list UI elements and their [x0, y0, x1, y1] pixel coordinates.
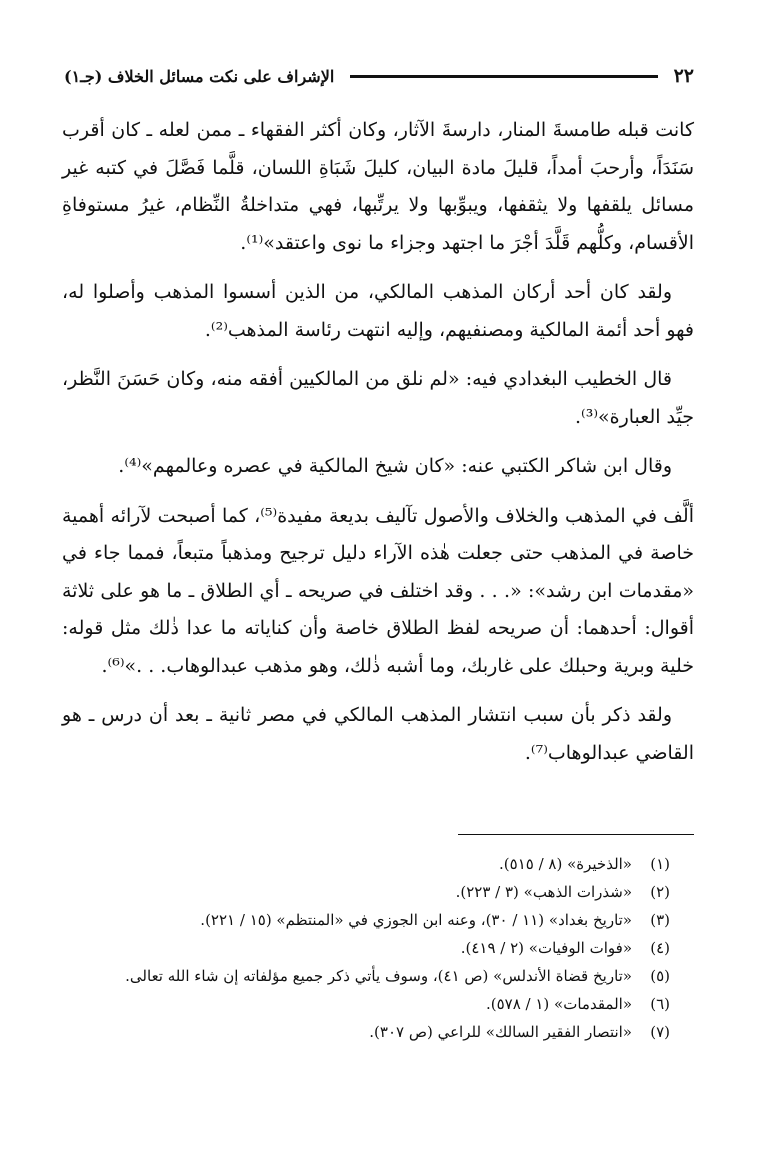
paragraph: قال الخطيب البغدادي فيه: «لم نلق من المالكيين أفقه منه، وكان حَسَنَ النَّظر، جيِّد العبارة»⁽³⁾. [62, 368, 694, 428]
header-rule [350, 75, 657, 78]
paragraph: كانت قبله طامسةَ المنار، دارسةَ الآثار، وكان أكثر الفقهاء ـ ممن لعله ـ كان أقرب سَنَدَاً، وأرحبَ أمداً، قليلَ مادة البيان، كليلَ شَبَاةِ اللسان، قلَّما فَصَّلَ في كتبه غير مسائل يلقفها ولا يثقفها، ويبوِّبها ولا يرتِّبها، فهي متداخلةُ النِّظام، غيرُ مستوفاةِ الأقسام، وكلُّهم قَلَّدَ أجْرَ ما اجتهد وجزاء ما نوى واعتقد»⁽¹⁾. [62, 119, 694, 254]
footnote [62, 962, 670, 990]
paragraph: ولقد كان أحد أركان المذهب المالكي، من الذين أسسوا المذهب وأصلوا له، فهو أحد أئمة المالكية ومصنفيهم، وإليه انتهت رئاسة المذهب⁽²⁾. [62, 281, 694, 341]
footnote-separator [458, 834, 694, 835]
footnote-text: «تاريخ قضاة الأندلس» (ص ٤١)، وسوف يأتي ذكر جميع مؤلفاته إن شاء الله تعالى. [125, 967, 632, 985]
footnote-text: «المقدمات» (١ / ٥٧٨). [485, 995, 632, 1013]
footnote-text: «الذخيرة» (٨ / ٥١٥). [499, 855, 632, 873]
running-header [64, 62, 694, 90]
book-title: الإشراف على نكت مسائل الخلاف (جـ١) [64, 66, 335, 86]
footnote-text: «فوات الوفيات» (٢ / ٤١٩). [460, 939, 632, 957]
footnotes [62, 850, 670, 1046]
footnote-number: (٤) [650, 939, 670, 957]
paragraph: ولقد ذكر بأن سبب انتشار المذهب المالكي في مصر ثانية ـ بعد أن درس ـ هو القاضي عبدالوهاب⁽⁷⁾. [62, 704, 694, 764]
footnote-number: (٧) [650, 1023, 670, 1041]
footnote-text: «تاريخ بغداد» (١١ / ٣٠)، وعنه ابن الجوزي في «المنتظم» (١٥ / ٢٢١). [200, 911, 632, 929]
footnote-number: (١) [650, 855, 670, 873]
footnote [62, 1018, 670, 1046]
paragraph: ألَّف في المذهب والخلاف والأصول تآليف بديعة مفيدة⁽⁵⁾، كما أصبحت لآرائه أهمية خاصة في المذهب حتى جعلت هٰذه الآراء دليل ترجيح ومذهباً متبعاً، فمما جاء في «مقدمات ابن رشد»: «. . . وقد اختلف في صريحه ـ أي الطلاق ـ ما هو على ثلاثة أقوال: أحدهما: أن صريحه لفظ الطلاق خاصة وأن كناياته ما عدا ذٰلك مثل قوله: خلية وبرية وحبلك على غاربك، وما أشبه ذٰلك، وهو مذهب عبدالوهاب. . .»⁽⁶⁾. [62, 504, 694, 677]
footnote-number: (٥) [650, 967, 670, 985]
footnote [62, 934, 670, 962]
footnote [62, 906, 670, 934]
footnote [62, 990, 670, 1018]
footnote-text: «شذرات الذهب» (٣ / ٢٢٣). [455, 883, 632, 901]
footnote [62, 850, 670, 878]
footnote-number: (٢) [650, 883, 670, 901]
footnote-number: (٣) [650, 911, 670, 929]
main-text [62, 112, 694, 784]
paragraph: وقال ابن شاكر الكتبي عنه: «كان شيخ المالكية في عصره وعالمهم»⁽⁴⁾. [118, 455, 672, 477]
page-number: ٢٢ [673, 65, 694, 87]
footnote [62, 878, 670, 906]
footnote-number: (٦) [650, 995, 670, 1013]
footnote-text: «انتصار الفقير السالك» للراعي (ص ٣٠٧). [369, 1023, 632, 1041]
